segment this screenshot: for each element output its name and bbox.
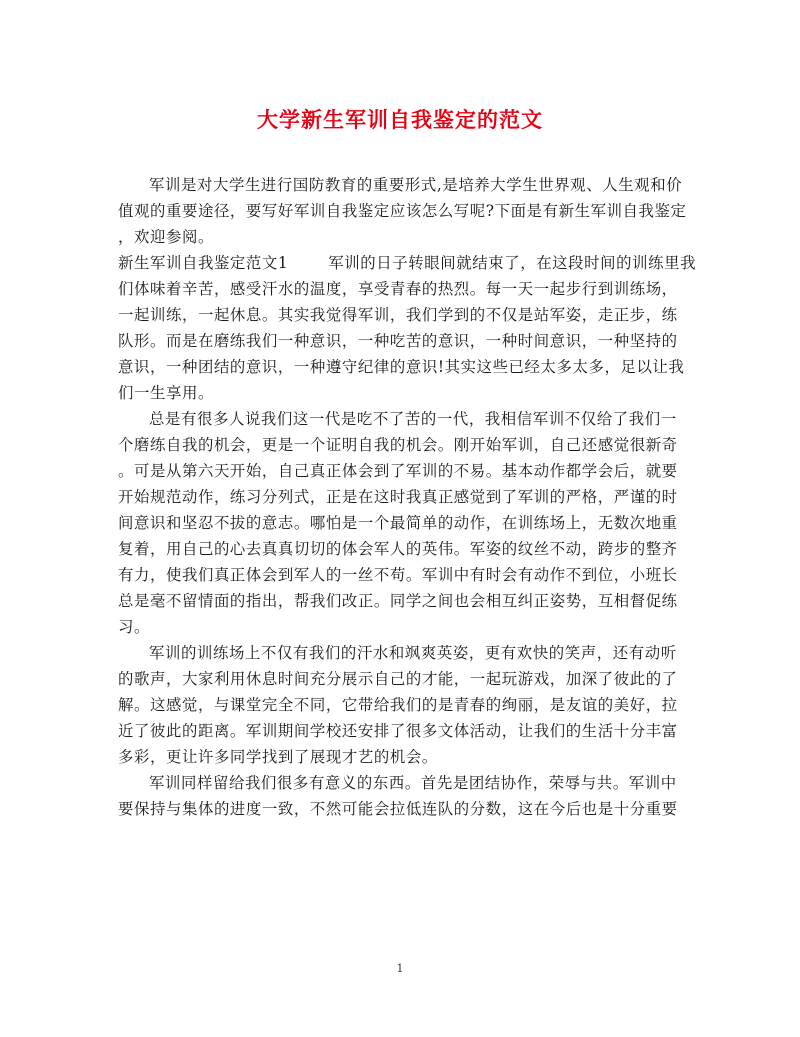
document-title: 大学新生军训自我鉴定的范文 xyxy=(257,107,543,132)
paragraph-line: 总是毫不留情面的指出，帮我们改正。同学之间也会相互纠正姿势，互相督促练 xyxy=(118,592,678,610)
page-number: 1 xyxy=(396,962,404,975)
section-heading: 新生军训自我鉴定范文1 xyxy=(118,254,289,272)
paragraph-line: 队形。而是在磨练我们一种意识，一种吃苦的意识，一种时间意识，一种坚持的 xyxy=(118,332,678,350)
paragraph-line: ，欢迎参阅。 xyxy=(118,228,214,246)
paragraph-line: 间意识和坚忍不拔的意志。哪怕是一个最简单的动作，在训练场上，无数次地重 xyxy=(118,514,678,532)
document-body xyxy=(118,172,697,822)
paragraph-line: 军训是对大学生进行国防教育的重要形式,是培养大学生世界观、人生观和价 xyxy=(149,176,683,194)
paragraph-line: 多彩，更让许多同学找到了展现才艺的机会。 xyxy=(118,748,438,766)
paragraph-line: 个磨练自我的机会，更是一个证明自我的机会。刚开始军训，自己还感觉很新奇 xyxy=(118,436,678,454)
paragraph-line: 们一生享用。 xyxy=(118,384,214,402)
paragraph-line: 军训的训练场上不仅有我们的汗水和飒爽英姿，更有欢快的笑声，还有动听 xyxy=(149,644,677,662)
paragraph-line: 开始规范动作，练习分列式，正是在这时我真正感觉到了军训的严格，严谨的时 xyxy=(118,488,678,506)
paragraph-line: 总是有很多人说我们这一代是吃不了苦的一代，我相信军训不仅给了我们一 xyxy=(149,410,677,428)
paragraph-line xyxy=(118,250,697,276)
paragraph-line: 复着，用自己的心去真真切切的体会军人的英伟。军姿的纹丝不动，跨步的整齐 xyxy=(118,540,678,558)
paragraph-line: 一起训练，一起休息。其实我觉得军训，我们学到的不仅是站军姿，走正步，练 xyxy=(118,306,678,324)
paragraph-line-text: 军训的日子转眼间就结束了，在这段时间的训练里我 xyxy=(328,254,697,272)
paragraph-line: 们体味着辛苦，感受汗水的温度，享受青春的热烈。每一天一起步行到训练场， xyxy=(118,280,678,298)
paragraph-line: 近了彼此的距离。军训期间学校还安排了很多文体活动，让我们的生活十分丰富 xyxy=(118,722,678,740)
paragraph-line: 有力，使我们真正体会到军人的一丝不苟。军训中有时会有动作不到位，小班长 xyxy=(118,566,678,584)
paragraph-line: 。可是从第六天开始，自己真正体会到了军训的不易。基本动作都学会后，就要 xyxy=(118,462,678,480)
paragraph-line: 意识，一种团结的意识，一种遵守纪律的意识!其实这些已经太多太多，足以让我 xyxy=(118,358,685,376)
paragraph-line: 习。 xyxy=(118,618,150,636)
paragraph-line: 的歌声，大家利用休息时间充分展示自己的才能，一起玩游戏，加深了彼此的了 xyxy=(118,670,678,688)
paragraph-line: 要保持与集体的进度一致，不然可能会拉低连队的分数，这在今后也是十分重要 xyxy=(118,800,678,818)
paragraph-line: 解。这感觉，与课堂完全不同，它带给我们的是青春的绚丽，是友谊的美好，拉 xyxy=(118,696,678,714)
paragraph-line: 军训同样留给我们很多有意义的东西。首先是团结协作，荣辱与共。军训中 xyxy=(149,774,677,792)
paragraph-line: 值观的重要途径，要写好军训自我鉴定应该怎么写呢?下面是有新生军训自我鉴定 xyxy=(118,202,687,220)
